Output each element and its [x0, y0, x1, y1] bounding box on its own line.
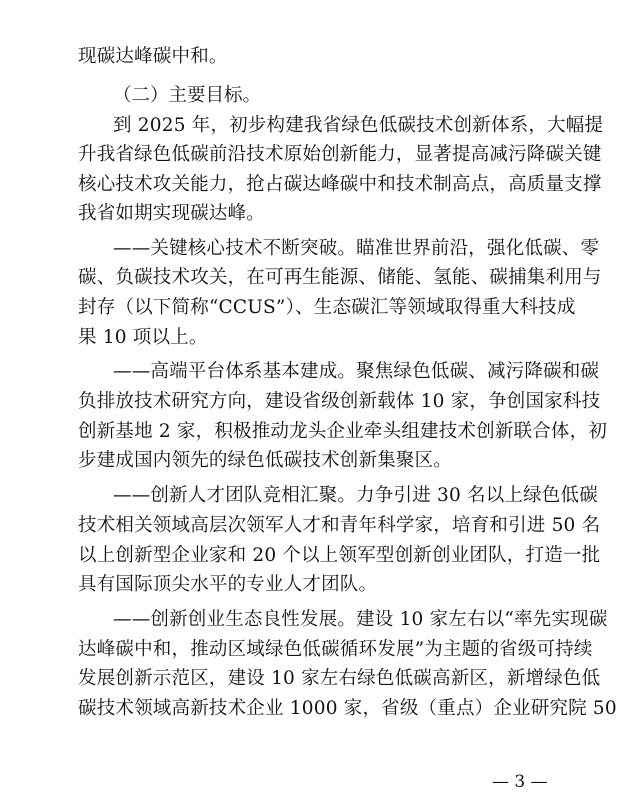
- paragraph-line: 具有国际顶尖水平的专业人才团队。: [78, 574, 378, 595]
- intro-line: 现碳达峰碳中和。: [78, 46, 228, 67]
- paragraph-line: 核心技术攻关能力，抢占碳达峰碳中和技术制高点，高质量支撑: [78, 174, 602, 195]
- paragraph-line: 以上创新型企业家和 20 个以上领军型创新创业团队，打造一批: [78, 545, 601, 566]
- paragraph-line: 封存（以下简称“CCUS”）、生态碳汇等领域取得重大科技成: [78, 297, 576, 318]
- paragraph-line: 步建成国内领先的绿色低碳技术创新集聚区。: [78, 450, 453, 471]
- paragraph-line: 到 2025 年，初步构建我省绿色低碳技术创新体系，大幅提: [113, 115, 604, 136]
- paragraph-line: 果 10 项以上。: [78, 327, 208, 348]
- page-number: — 3 —: [492, 772, 548, 792]
- paragraph-line: 我省如期实现碳达峰。: [78, 203, 266, 224]
- paragraph-line: 负排放技术研究方向，建设省级创新载体 10 家，争创国家科技: [78, 391, 601, 412]
- paragraph-line: 升我省绿色低碳前沿技术原始创新能力，显著提高减污降碳关键: [78, 144, 602, 165]
- paragraph-line: 达峰碳中和，推动区域绿色低碳循环发展”为主题的省级可持续: [78, 639, 593, 660]
- paragraph-line: ——创新人才团队竞相汇聚。力争引进 30 名以上绿色低碳: [113, 485, 598, 506]
- paragraph-line: 碳技术领域高新技术企业 1000 家，省级（重点）企业研究院 50: [78, 698, 617, 719]
- paragraph-line: 创新基地 2 家，积极推动龙头企业牵头组建技术创新联合体，初: [78, 421, 608, 442]
- paragraph-line: 碳、负碳技术攻关，在可再生能源、储能、氢能、碳捕集利用与: [78, 267, 602, 288]
- paragraph-line: ——创新创业生态良性发展。建设 10 家左右以“率先实现碳: [113, 609, 608, 630]
- section-heading: （二）主要目标。: [113, 85, 262, 106]
- paragraph-line: ——高端平台体系基本建成。聚焦绿色低碳、减污降碳和碳: [113, 361, 600, 382]
- paragraph-line: 发展创新示范区，建设 10 家左右绿色低碳高新区，新增绿色低: [78, 668, 601, 689]
- paragraph-line: 技术相关领域高层次领军人才和青年科学家，培育和引进 50 名: [78, 515, 601, 536]
- paragraph-line: ——关键核心技术不断突破。瞄准世界前沿，强化低碳、零: [113, 238, 600, 259]
